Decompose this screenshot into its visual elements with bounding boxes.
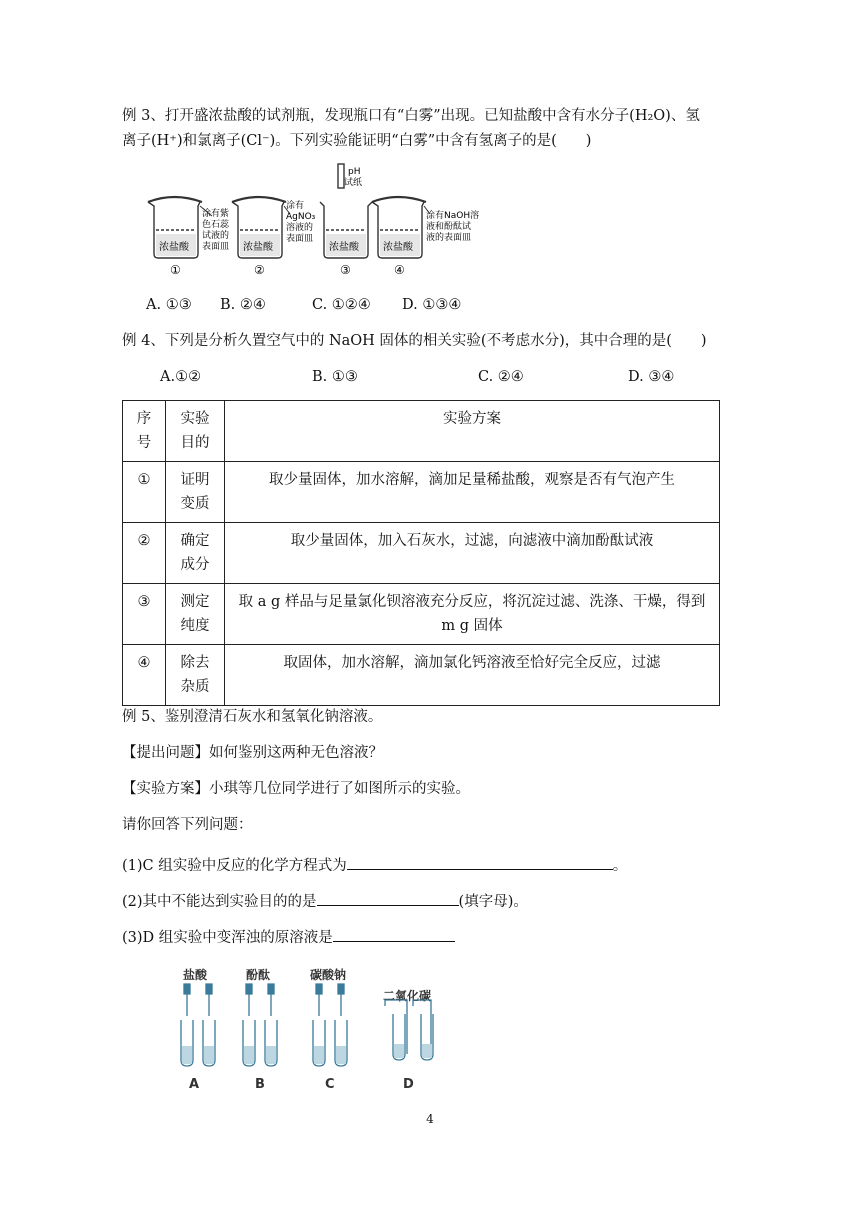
group-b-label: B [255, 1077, 265, 1092]
beaker-1-number: ① [170, 263, 181, 277]
ex3-option-d: D. ①③④ [402, 297, 462, 313]
reagent-phenolphthalein-label: 酚酞 [246, 968, 271, 982]
beaker-3-label: 浓盐酸 [329, 242, 359, 253]
ex5-plan: 【实验方案】小琪等几位同学进行了如图所示的实验。 [122, 781, 470, 797]
row-plan: 取少量固体，加入石灰水，过滤，向滤液中滴加酚酞试液 [225, 523, 720, 584]
table-row [123, 645, 720, 706]
row-index: ① [123, 462, 166, 523]
beaker-4-number: ④ [394, 263, 405, 277]
q2-answer-blank[interactable] [317, 889, 459, 906]
ex5-q2 [122, 889, 528, 912]
ex5-title: 例 5、鉴别澄清石灰水和氢氧化钠溶液。 [122, 709, 383, 725]
ex4-option-d: D. ③④ [628, 369, 675, 385]
page-number: 4 [426, 1112, 434, 1126]
q1-answer-blank[interactable] [347, 853, 613, 870]
ph-paper-annotation: pH 试纸 [344, 167, 363, 188]
ex5-problem: 【提出问题】如何鉴别这两种无色溶液？ [122, 745, 383, 761]
ex5-q1-end: 。 [612, 858, 628, 874]
reagent-sodium-carbonate-label: 碳酸钠 [310, 968, 347, 982]
dropper-icon [184, 984, 344, 1016]
ex5-q2-end: (填字母)。 [458, 894, 528, 910]
group-a-label: A [189, 1077, 200, 1092]
ex5-q1 [122, 853, 627, 876]
ex5-test-tube-figure [170, 962, 450, 1094]
beaker-3-number: ③ [340, 263, 351, 277]
ex3-option-c: C. ①②④ [312, 297, 371, 313]
group-c-label: C [325, 1077, 335, 1092]
ex4-option-a: A.①② [160, 369, 202, 385]
reagent-co2-label: 二氧化碳 [383, 989, 432, 1003]
beaker-2-label: 浓盐酸 [243, 242, 273, 253]
row-index: ③ [123, 584, 166, 645]
ex5-q3-text: (3)D 组实验中变浑浊的原溶液是 [122, 930, 333, 946]
row-plan: 取少量固体，加水溶解，滴加足量稀盐酸，观察是否有气泡产生 [225, 462, 720, 523]
ex3-beaker-figure [140, 162, 480, 282]
table-row [123, 523, 720, 584]
row-index: ④ [123, 645, 166, 706]
header-purpose: 实验目的 [166, 401, 225, 462]
beaker-4-annotation: 涂有NaOH溶 液和酚酞试 液的表面皿 [426, 211, 480, 243]
ex3-option-a: A. ①③ [146, 297, 192, 313]
ex5-q2-text: (2)其中不能达到实验目的的是 [122, 894, 317, 910]
ex5-q1-text: (1)C 组实验中反应的化学方程式为 [122, 858, 347, 874]
beaker-4-label: 浓盐酸 [383, 242, 413, 253]
experiment-table [122, 400, 720, 706]
row-purpose: 测定纯度 [166, 584, 225, 645]
ex4-option-b: B. ①③ [312, 369, 358, 385]
table-row [123, 584, 720, 645]
row-purpose: 证明变质 [166, 462, 225, 523]
table-row [123, 462, 720, 523]
ex5-prompt: 请你回答下列问题： [122, 817, 253, 833]
ex5-q3 [122, 925, 455, 948]
ex4-option-c: C. ②④ [478, 369, 524, 385]
beaker-2-annotation: 涂有 AgNO₃ 溶液的 表面皿 [286, 201, 316, 244]
row-plan: 取 a g 样品与足量氯化钡溶液充分反应，将沉淀过滤、洗涤、干燥，得到 m g 固体 [225, 584, 720, 645]
row-purpose: 除去杂质 [166, 645, 225, 706]
table-header-row [123, 401, 720, 462]
row-index: ② [123, 523, 166, 584]
header-plan: 实验方案 [225, 401, 720, 462]
ex4-question: 例 4、下列是分析久置空气中的 NaOH 固体的相关实验(不考虑水分)，其中合理的是( ) [122, 333, 707, 349]
group-d-label: D [403, 1077, 414, 1092]
ex3-line1: 例 3、打开盛浓盐酸的试剂瓶，发现瓶口有“白雾”出现。已知盐酸中含有水分子(H₂O)、氢 [122, 108, 700, 124]
ex3-line2: 离子(H⁺)和氯离子(Cl⁻)。下列实验能证明“白雾”中含有氢离子的是( ) [122, 133, 592, 149]
row-plan: 取固体，加水溶解，滴加氯化钙溶液至恰好完全反应，过滤 [225, 645, 720, 706]
beaker-1-label: 浓盐酸 [159, 242, 189, 253]
q3-answer-blank[interactable] [333, 925, 455, 942]
reagent-hcl-label: 盐酸 [183, 968, 208, 982]
row-purpose: 确定成分 [166, 523, 225, 584]
header-index: 序号 [123, 401, 166, 462]
ex3-option-b: B. ②④ [220, 297, 266, 313]
beaker-1-annotation: 涂有紫 色石蕊 试液的 表面皿 [202, 209, 230, 252]
beaker-2-number: ② [254, 263, 265, 277]
